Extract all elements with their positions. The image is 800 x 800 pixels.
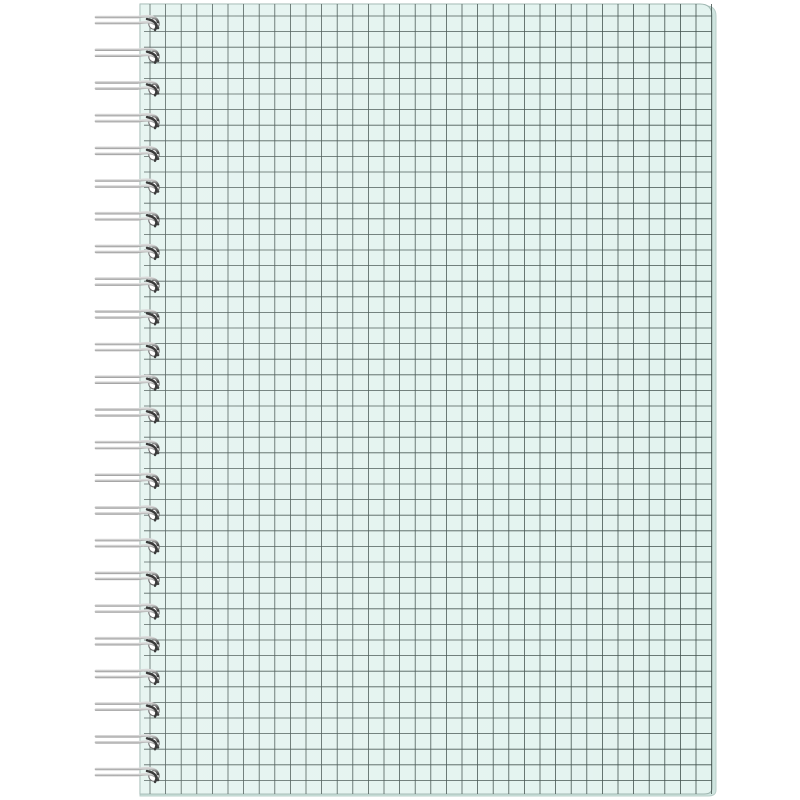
page-highlight	[140, 4, 712, 794]
